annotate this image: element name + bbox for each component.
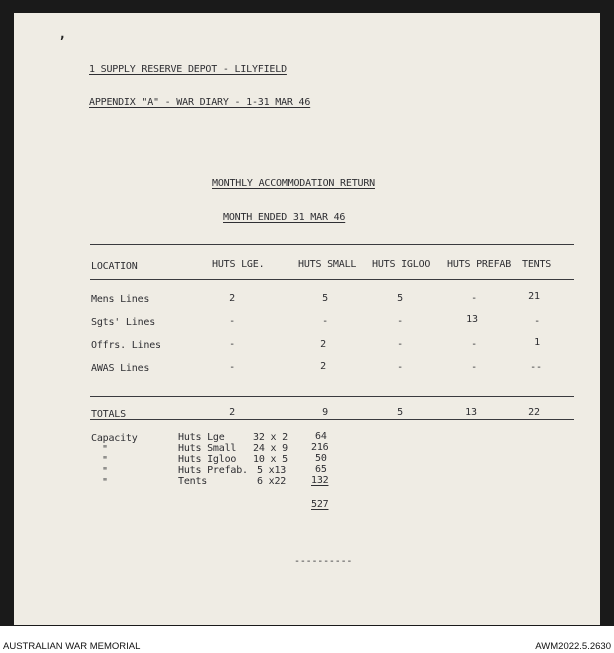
capacity-label: Capacity bbox=[91, 433, 138, 444]
cell-tents: 21 bbox=[528, 291, 540, 302]
capacity-type: Huts Lge bbox=[178, 432, 225, 443]
row-location: Mens Lines bbox=[91, 294, 150, 305]
cell-huts-igloo: 5 bbox=[397, 293, 403, 304]
total-huts-prefab: 13 bbox=[465, 407, 477, 418]
capacity-value: 65 bbox=[315, 464, 327, 475]
capacity-label: " bbox=[102, 455, 108, 466]
end-line: ---------- bbox=[294, 556, 353, 567]
return-subtitle: MONTH ENDED 31 MAR 46 bbox=[223, 212, 346, 223]
capacity-label: " bbox=[102, 477, 108, 488]
cell-tents: -- bbox=[530, 362, 542, 373]
row-location: Offrs. Lines bbox=[91, 340, 161, 351]
capacity-value: 132 bbox=[311, 475, 329, 486]
column-header-location: LOCATION bbox=[91, 261, 138, 272]
capacity-type: Huts Prefab. bbox=[178, 465, 248, 476]
cell-huts-prefab: - bbox=[471, 362, 477, 373]
archive-footer bbox=[0, 626, 614, 653]
totals-label: TOTALS bbox=[91, 409, 126, 420]
column-header-huts-prefab: HUTS PREFAB bbox=[447, 259, 512, 270]
capacity-calc: 10 x 5 bbox=[253, 454, 288, 465]
capacity-total: 527 bbox=[311, 499, 329, 510]
cell-huts-small: 2 bbox=[320, 361, 326, 372]
capacity-type: Huts Small bbox=[178, 443, 237, 454]
capacity-calc: 5 x13 bbox=[257, 465, 287, 476]
capacity-label: " bbox=[102, 444, 108, 455]
total-huts-igloo: 5 bbox=[397, 407, 403, 418]
capacity-calc: 6 x22 bbox=[257, 476, 287, 487]
cell-huts-igloo: - bbox=[397, 316, 403, 327]
total-tents: 22 bbox=[528, 407, 540, 418]
capacity-value: 216 bbox=[311, 442, 329, 453]
capacity-label: " bbox=[102, 466, 108, 477]
document-page bbox=[14, 13, 600, 625]
capacity-calc: 32 x 2 bbox=[253, 432, 288, 443]
cell-huts-lge: 2 bbox=[229, 293, 235, 304]
capacity-type: Tents bbox=[178, 476, 208, 487]
row-location: AWAS Lines bbox=[91, 363, 150, 374]
return-title: MONTHLY ACCOMMODATION RETURN bbox=[212, 178, 375, 189]
column-header-huts-small: HUTS SMALL bbox=[298, 259, 357, 270]
total-huts-small: 9 bbox=[322, 407, 328, 418]
row-location: Sgts' Lines bbox=[91, 317, 156, 328]
footer-accession-number: AWM2022.5.2630 bbox=[535, 641, 611, 652]
totals-bottom-rule bbox=[90, 419, 574, 420]
cell-huts-small: - bbox=[322, 316, 328, 327]
cell-tents: - bbox=[534, 316, 540, 327]
column-header-huts-igloo: HUTS IGLOO bbox=[372, 259, 431, 270]
margin-mark: ʼ bbox=[58, 35, 66, 50]
total-huts-lge: 2 bbox=[229, 407, 235, 418]
cell-tents: 1 bbox=[534, 337, 540, 348]
cell-huts-lge: - bbox=[229, 362, 235, 373]
table-top-rule bbox=[90, 244, 574, 245]
header-bottom-rule bbox=[90, 279, 574, 280]
cell-huts-lge: - bbox=[229, 339, 235, 350]
appendix-heading: APPENDIX "A" - WAR DIARY - 1-31 MAR 46 bbox=[89, 97, 311, 108]
cell-huts-small: 2 bbox=[320, 339, 326, 350]
unit-heading: 1 SUPPLY RESERVE DEPOT - LILYFIELD bbox=[89, 64, 287, 75]
capacity-value: 64 bbox=[315, 431, 327, 442]
cell-huts-igloo: - bbox=[397, 362, 403, 373]
cell-huts-lge: - bbox=[229, 316, 235, 327]
cell-huts-prefab: - bbox=[471, 339, 477, 350]
column-header-huts-lge: HUTS LGE. bbox=[212, 259, 265, 270]
cell-huts-prefab: - bbox=[471, 293, 477, 304]
capacity-type: Huts Igloo bbox=[178, 454, 237, 465]
column-header-tents: TENTS bbox=[522, 259, 552, 270]
capacity-calc: 24 x 9 bbox=[253, 443, 288, 454]
cell-huts-prefab: 13 bbox=[466, 314, 478, 325]
footer-institution: AUSTRALIAN WAR MEMORIAL bbox=[3, 641, 141, 652]
cell-huts-igloo: - bbox=[397, 339, 403, 350]
capacity-value: 50 bbox=[315, 453, 327, 464]
cell-huts-small: 5 bbox=[322, 293, 328, 304]
totals-top-rule bbox=[90, 396, 574, 397]
